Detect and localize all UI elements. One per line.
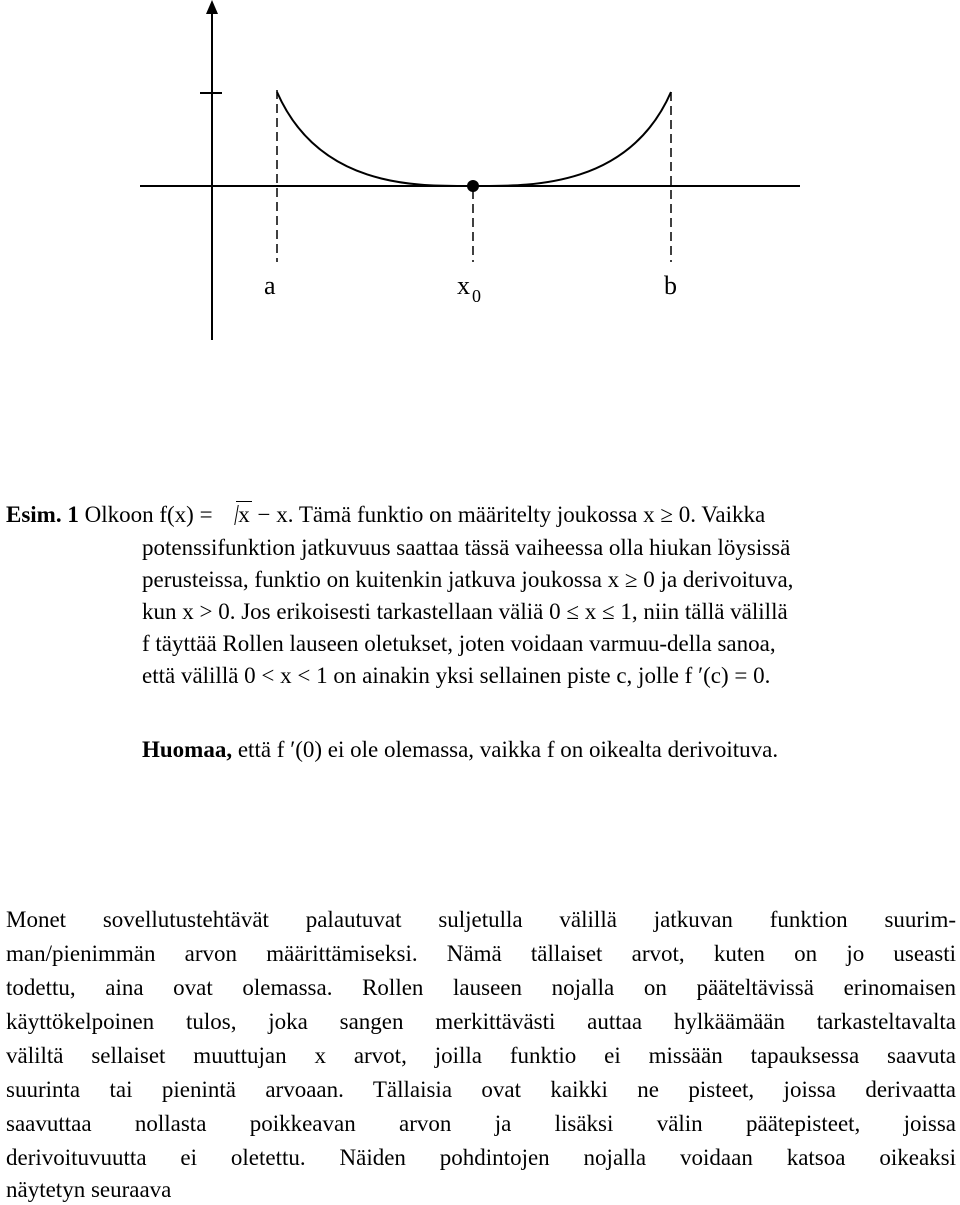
sqrt-argument: x — [238, 502, 250, 527]
example-line-1-post: − x. Tämä funktio on määritelty joukossa x ≥ 0. Vaikka — [257, 502, 766, 527]
paragraph-last-line: näytetyn seuraava — [6, 1177, 172, 1202]
example-line-1 — [6, 499, 765, 530]
label-a: a — [264, 271, 276, 300]
paragraph-line-8: derivoituvuutta ei oletettu. Näiden pohdintojen nojalla voidaan katsoa oikeaksi — [6, 1145, 956, 1170]
rolle-figure — [0, 0, 960, 340]
example-line-6: että välillä 0 < x < 1 on ainakin yksi sellainen piste c, jolle f ′(c) = 0. — [142, 663, 771, 688]
note-line — [142, 734, 778, 765]
sqrt-symbol — [222, 499, 252, 530]
example-line-4: kun x > 0. Jos erikoisesti tarkastellaan väliä 0 ≤ x ≤ 1, niin tällä välillä — [142, 599, 788, 624]
y-axis-arrow — [206, 0, 218, 14]
note-text: että f ′(0) ei ole olemassa, vaikka f on oikealta derivoituva. — [237, 737, 779, 762]
example-line-2: potenssifunktion jatkuvuus saattaa tässä vaiheessa olla hiukan löysissä — [142, 535, 791, 560]
paragraph-line-6: suurinta tai pienintä arvoaan. Tällaisia ovat kaikki ne pisteet, joissa derivaatta — [6, 1077, 956, 1102]
function-curve — [277, 92, 671, 186]
label-b: b — [664, 271, 677, 300]
minimum-point — [467, 180, 479, 192]
label-x0: x $_0$ — [457, 271, 481, 306]
paragraph-line-4: käyttökelpoinen tulos, joka sangen merkittävästi auttaa hylkäämään tarkasteltavalta — [6, 1009, 956, 1034]
example-line-1-pre: Olkoon f(x) = — [84, 502, 213, 527]
paragraph-line-7: saavuttaa nollasta poikkeavan arvon ja lisäksi välin päätepisteet, joissa — [6, 1111, 956, 1136]
example-line-5: f täyttää Rollen lauseen oletukset, joten voidaan varmuu-della sanoa, — [142, 631, 776, 656]
example-heading: Esim. 1 — [6, 502, 79, 527]
paragraph-line-1: Monet sovellutustehtävät palautuvat suljetulla välillä jatkuvan funktion suurim- — [6, 907, 956, 932]
paragraph-line-5: väliltä sellaiset muuttujan x arvot, joilla funktio ei missään tapauksessa saavuta — [6, 1043, 956, 1068]
paragraph-line-2: man/pienimmän arvon määrittämiseksi. Nämä tällaiset arvot, kuten on jo useasti — [6, 941, 956, 966]
example-line-3: perusteissa, funktio on kuitenkin jatkuva joukossa x ≥ 0 ja derivoituva, — [142, 567, 794, 592]
paragraph-line-3: todettu, aina ovat olemassa. Rollen lauseen nojalla on pääteltävissä erinomaisen — [6, 975, 956, 1000]
note-bold: Huomaa, — [142, 737, 233, 762]
